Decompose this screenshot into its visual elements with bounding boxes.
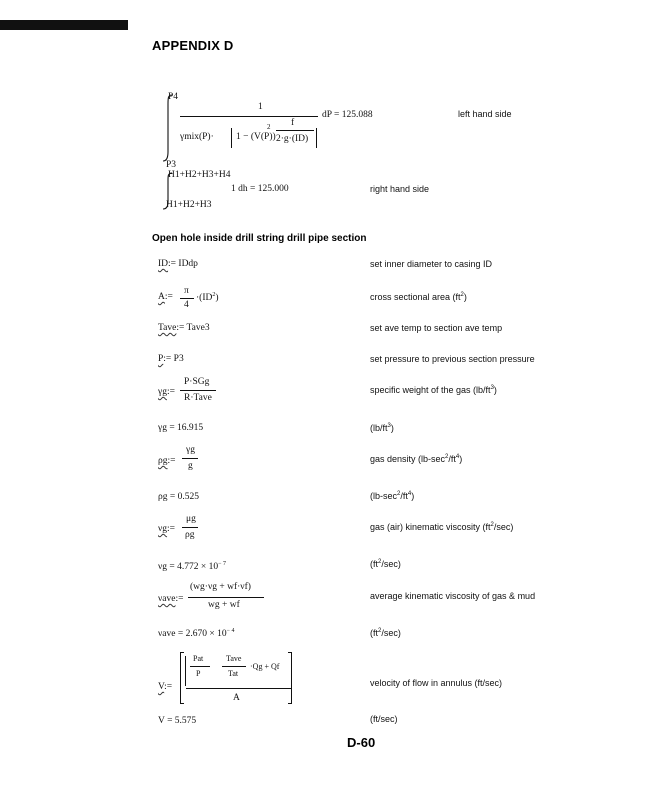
result-text: νave = 2.670 × 10: [158, 629, 227, 639]
step-id-rhs: := IDdp: [168, 259, 198, 269]
integral-left-note: left hand side: [458, 109, 512, 119]
step-velocity-lhs: V: [158, 682, 165, 692]
result-rho-note: [370, 491, 414, 501]
fraction-bar: [188, 597, 264, 598]
vel-tail: ·Qg + Qf: [250, 662, 280, 671]
fraction-bar: [182, 527, 198, 528]
vel-p-num: Pat: [193, 654, 204, 663]
note-sup: 2: [445, 454, 449, 460]
step-area-note: [370, 292, 467, 302]
step-gamma-num: P·SGg: [184, 377, 210, 387]
step-nu-ave-den: wg + wf: [208, 600, 240, 610]
note-mid: /ft: [448, 454, 456, 464]
header-bar: [0, 20, 128, 30]
result-text: νg = 4.772 × 10: [158, 562, 219, 572]
integral-left-upper: P4: [168, 92, 179, 102]
result-velocity: V = 5.575: [158, 716, 197, 726]
note-sup2: 4: [455, 454, 460, 460]
note-close: ): [493, 385, 497, 395]
step-pressure: [158, 354, 184, 364]
bracket-tick: [180, 703, 184, 704]
integral-right-body: 1 dh = 125.000: [231, 184, 289, 194]
fraction-bar: [180, 116, 318, 117]
step-pressure-note: set pressure to previous section pressure: [370, 354, 535, 364]
result-gamma-note: [370, 423, 394, 433]
step-area-lhs: A: [158, 292, 165, 302]
fraction-bar: [222, 666, 246, 667]
note-close: /sec): [493, 522, 514, 532]
step-pressure-lhs: P: [158, 354, 164, 364]
step-rho-lhs: ρg: [158, 456, 168, 466]
bracket-tick: [288, 703, 292, 704]
result-nu-note: [370, 559, 401, 569]
step-gamma-den: R·Tave: [184, 393, 212, 403]
step-nu-ave-note: average kinematic viscosity of gas & mud: [370, 591, 536, 601]
integral-right-lower: H1+H2+H3: [166, 200, 212, 210]
vel-t-den: Tat: [228, 669, 239, 678]
integral-sign-left: [160, 92, 180, 164]
note-close: ): [411, 491, 415, 501]
inner-fraction-bar: [276, 130, 314, 131]
note-close: /sec): [381, 628, 401, 638]
fraction-bar: [182, 458, 198, 459]
integral-left-den-exp: 2: [267, 123, 271, 131]
result-rho: ρg = 0.525: [158, 492, 199, 502]
step-rho-num: γg: [186, 445, 195, 455]
vel-den: A: [233, 693, 240, 703]
note-mid: /ft: [400, 491, 408, 501]
step-tave-note: set ave temp to section ave temp: [370, 323, 503, 333]
note-sup: 3: [387, 423, 391, 429]
note-sup: 2: [378, 628, 382, 634]
integral-left-inner-num: f: [291, 118, 295, 128]
bracket-open: [180, 652, 181, 704]
bracket-close: [291, 652, 292, 704]
step-nu-note: [370, 522, 513, 532]
step-id-note: set inner diameter to casing ID: [370, 259, 493, 269]
note-text: gas (air) kinematic viscosity (ft: [370, 522, 491, 532]
vel-p-den: P: [196, 669, 201, 678]
fraction-bar: [186, 688, 292, 689]
note-close: ): [459, 454, 463, 464]
step-id-lhs: ID: [158, 259, 169, 269]
integral-right-note: right hand side: [370, 184, 430, 194]
section-heading: Open hole inside drill string drill pipe section: [152, 233, 367, 244]
integral-left-den-mid: 1 − (V(P)): [236, 132, 276, 142]
note-sup: 2: [460, 292, 464, 298]
step-area-exp: 2: [212, 292, 216, 298]
step-gamma-note: [370, 385, 497, 395]
step-rho-note: [370, 454, 462, 464]
result-gamma: γg = 16.915: [158, 423, 204, 433]
note-close: ): [463, 292, 467, 302]
note-text: cross sectional area (ft: [370, 292, 461, 302]
result-nu: [158, 561, 226, 572]
integral-left-inner-den: 2·g·(ID): [276, 134, 309, 144]
integral-left-lower: P3: [166, 160, 177, 170]
bracket-close: [316, 128, 317, 148]
result-exp: − 4: [226, 628, 235, 634]
note-sup2: 4: [407, 491, 412, 497]
integral-left-result: dP = 125.088: [322, 110, 373, 120]
step-nu-ave-lhs: νave: [158, 594, 176, 604]
step-area-den: 4: [184, 300, 189, 310]
note-sup: 2: [378, 559, 382, 565]
bracket-tick: [288, 652, 292, 653]
step-nu-ave-num: (wg·νg + wf·νf): [190, 582, 251, 592]
step-gamma-lhs: γg: [158, 387, 167, 397]
result-nu-ave-note: [370, 628, 401, 638]
step-id-assign: [158, 259, 198, 269]
note-text: (lb-sec: [370, 491, 398, 501]
step-tave-rhs: := Tave3: [176, 323, 210, 333]
step-tave: [158, 323, 210, 333]
step-nu-num: μg: [186, 514, 196, 524]
note-text: specific weight of the gas (lb/ft: [370, 385, 491, 395]
note-text: (ft: [370, 628, 378, 638]
note-text: (lb/ft: [370, 423, 388, 433]
note-text: gas density (lb-sec: [370, 454, 446, 464]
step-rho-den: g: [188, 461, 193, 471]
step-nu-den: ρg: [185, 530, 195, 540]
note-sup: 2: [397, 491, 401, 497]
step-area-num: π: [184, 286, 189, 296]
integral-left-den-left: γmix(P)·: [180, 132, 214, 142]
step-velocity-note: velocity of flow in annulus (ft/sec): [370, 678, 503, 688]
result-nu-ave: [158, 628, 234, 639]
page-number: D-60: [347, 735, 376, 750]
fraction-bar: [190, 666, 210, 667]
note-sup: 2: [490, 522, 494, 528]
vel-t-num: Tave: [226, 654, 242, 663]
integral-left-numerator: 1: [258, 102, 263, 112]
integral-right-upper: H1+H2+H3+H4: [168, 170, 231, 180]
result-velocity-note: (ft/sec): [370, 714, 398, 724]
result-exp: − 7: [218, 561, 227, 567]
fraction-bar: [180, 390, 216, 391]
fraction-bar: [180, 298, 194, 299]
step-nu-lhs: νg: [158, 524, 168, 534]
note-close: ): [390, 423, 394, 433]
bracket-open-inner: [185, 656, 186, 686]
step-tave-lhs: Tave: [158, 323, 177, 333]
appendix-title: APPENDIX D: [152, 38, 234, 53]
step-pressure-rhs: := P3: [163, 354, 184, 364]
step-area-id: ·(ID: [196, 293, 213, 303]
note-text: (ft: [370, 559, 378, 569]
bracket-open: [231, 128, 232, 148]
note-close: /sec): [381, 559, 401, 569]
bracket-tick: [180, 652, 184, 653]
note-sup: 3: [490, 385, 494, 391]
step-area-close: ): [215, 293, 219, 303]
